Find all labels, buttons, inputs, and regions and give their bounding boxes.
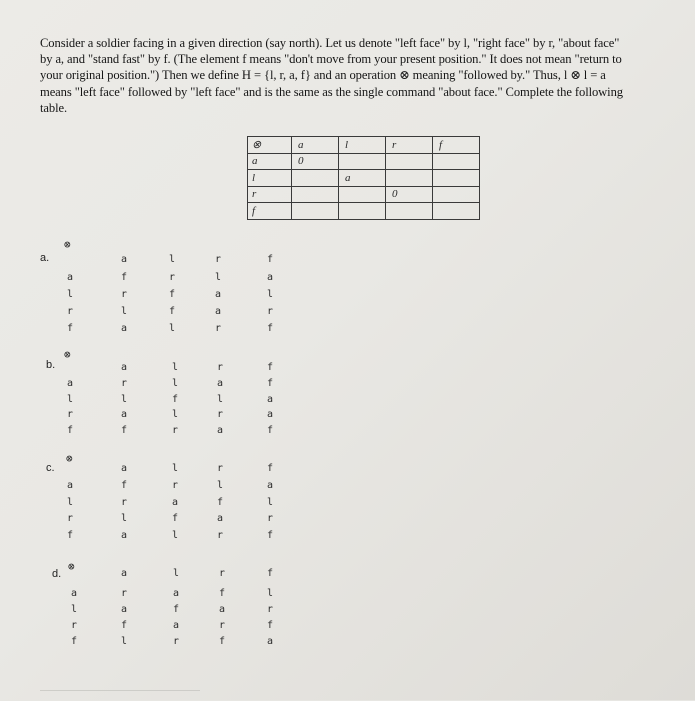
option-cell: f [120,424,128,436]
option-cell: a [171,496,179,508]
option-cell: r [120,289,128,300]
row-header: r [66,306,74,317]
option-cell: f [218,636,226,647]
column-header: l [168,254,176,265]
option-cell: f [266,424,274,436]
table-row [248,203,480,220]
option-cell: f [171,393,179,405]
option-cell: a [172,620,180,631]
option-cell: a [216,378,224,389]
option-cell: l [216,393,224,405]
table-row [248,186,480,203]
column-header: f [266,254,274,265]
table-cell[interactable] [386,153,433,170]
row-header: r [66,513,74,524]
option-cell: f [168,289,176,300]
cut-off-edge [40,690,200,701]
option-cell: r [171,424,179,436]
row-header: f [70,636,78,647]
row-header: r [66,409,74,420]
table-cell[interactable] [433,186,480,203]
row-header: a [248,153,292,170]
table-cell[interactable] [339,186,386,203]
option-label[interactable]: a. [40,252,50,264]
column-header: l [171,362,179,373]
operation-table [247,136,480,220]
option-cell: l [266,289,274,300]
option-cell: a [266,272,274,283]
column-header: f [433,137,480,154]
column-header: a [120,568,128,579]
option-cell: f [266,529,274,541]
column-header: a [292,137,339,154]
option-cell: a [120,323,128,334]
option-cell: r [216,409,224,420]
row-header: l [70,604,78,615]
column-header: r [386,137,433,154]
option-cell: r [214,323,222,334]
option-cell: r [266,604,274,615]
row-header: l [248,170,292,187]
row-header: f [66,529,74,541]
problem-statement [40,35,685,116]
option-cell: r [168,272,176,283]
option-cell: a [214,289,222,300]
option-cell: r [120,378,128,389]
problem-line: Consider a soldier facing in a given direction (say north). Let us denote "left face" by l, "right face" by r, "about face" [40,36,620,50]
option-cell: a [266,409,274,420]
option-cell: f [266,323,274,334]
row-header: a [66,378,74,389]
table-row [248,170,480,187]
table-cell[interactable] [339,153,386,170]
row-header: f [66,424,74,436]
option-cell: a [172,588,180,599]
option-cell: r [120,496,128,508]
column-header: r [214,254,222,265]
option-cell: l [171,378,179,389]
operator-symbol: ⊗ [68,560,75,573]
operator-symbol: ⊗ [64,238,71,251]
option-cell: a [266,480,274,491]
row-header: f [248,203,292,220]
problem-line: table. [40,100,68,115]
option-cell: r [218,620,226,631]
option-cell: f [216,496,224,508]
option-cell: r [172,636,180,647]
option-cell: a [120,409,128,420]
option-cell: l [120,306,128,317]
option-cell: r [266,513,274,524]
problem-line: by a, and "stand fast" by f. (The element f means "don't move from your present position." It does not mean "return to [40,52,622,67]
table-cell[interactable]: 0 [386,186,433,203]
column-header: a [120,362,128,373]
row-header: f [66,323,74,334]
option-cell: f [171,513,179,524]
problem-line: your original position.") Then we define H = {l, r, a, f} and an operation ⊗ meaning "followed by." Thus, l ⊗ l = a [40,68,606,83]
option-cell: l [120,393,128,405]
option-cell: a [120,604,128,615]
column-header: r [216,362,224,373]
option-cell: a [120,529,128,541]
table-cell[interactable]: a [339,170,386,187]
option-cell: f [120,480,128,491]
row-header: a [70,588,78,599]
option-cell: f [218,588,226,599]
option-cell: l [266,588,274,599]
option-cell: f [266,378,274,389]
option-cell: l [216,480,224,491]
option-cell: l [266,496,274,508]
row-header: l [66,289,74,300]
option-cell: r [266,306,274,317]
table-cell[interactable] [433,170,480,187]
table-cell[interactable] [386,203,433,220]
table-cell[interactable] [433,203,480,220]
option-cell: f [266,620,274,631]
option-cell: l [120,513,128,524]
column-header: l [172,568,180,579]
option-cell: f [120,620,128,631]
option-cell: a [266,636,274,647]
option-cell: l [168,323,176,334]
option-cell: f [168,306,176,317]
row-header: a [66,272,74,283]
table-cell[interactable] [292,186,339,203]
column-header: a [120,254,128,265]
column-header: l [171,463,179,474]
option-cell: f [120,272,128,283]
column-header: f [266,568,274,579]
option-cell: a [214,306,222,317]
column-header: f [266,362,274,373]
option-label[interactable]: d. [52,568,62,580]
option-cell: l [214,272,222,283]
column-header: r [218,568,226,579]
column-header: f [266,463,274,474]
table-cell[interactable] [339,203,386,220]
table-header-row [248,137,480,154]
option-cell: a [216,424,224,436]
option-cell: l [171,529,179,541]
column-header: l [339,137,386,154]
option-cell: r [216,529,224,541]
option-cell: l [120,636,128,647]
problem-line: means "left face" followed by "left face" and is the same as the single command "about face." Complete the following [40,84,623,99]
row-header: a [66,480,74,491]
row-header: r [70,620,78,631]
option-cell: a [218,604,226,615]
operator-symbol: ⊗ [66,452,73,465]
option-cell: r [171,480,179,491]
table-cell[interactable] [386,170,433,187]
table-cell[interactable] [292,203,339,220]
row-header: r [248,186,292,203]
operator-symbol: ⊗ [64,348,71,361]
table-cell[interactable]: 0 [292,153,339,170]
row-header: l [66,393,74,405]
option-cell: f [172,604,180,615]
table-cell[interactable] [433,153,480,170]
table-row [248,153,480,170]
option-cell: a [266,393,274,405]
option-label[interactable]: c. [46,462,55,474]
option-cell: r [120,588,128,599]
column-header: r [216,463,224,474]
operator-symbol: ⊗ [248,137,292,154]
row-header: l [66,496,74,508]
table-cell[interactable] [292,170,339,187]
option-label[interactable]: b. [46,359,56,371]
option-cell: a [216,513,224,524]
option-cell: l [171,409,179,420]
column-header: a [120,463,128,474]
